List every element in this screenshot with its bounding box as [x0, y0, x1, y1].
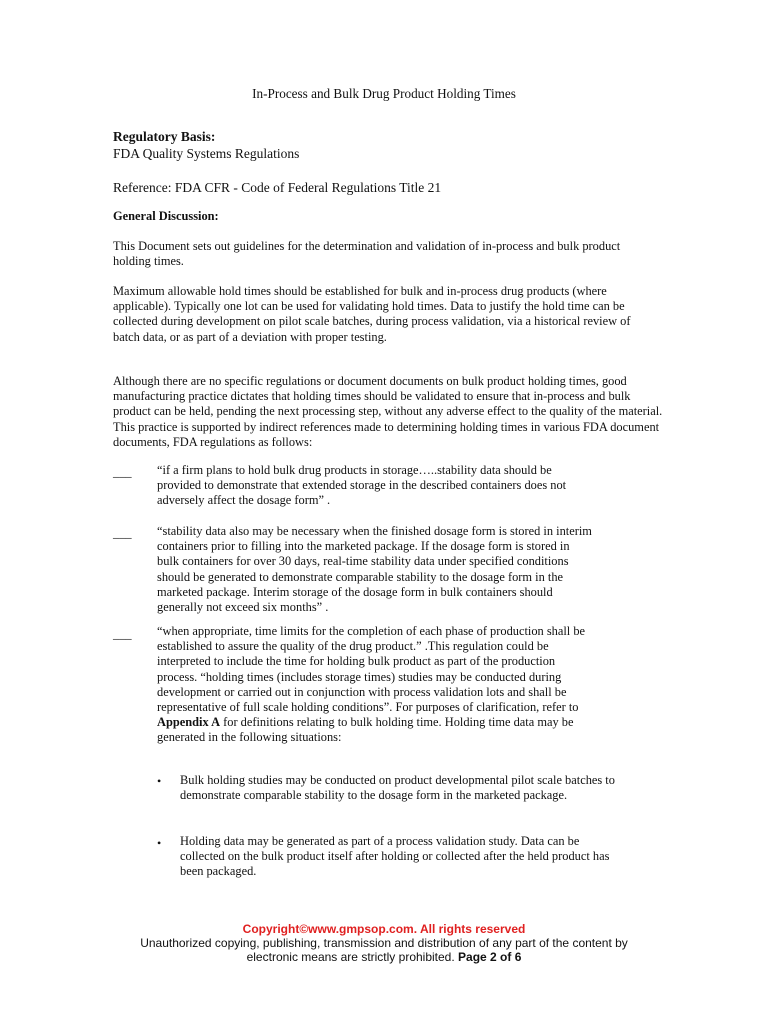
regulatory-basis-text: FDA Quality Systems Regulations: [113, 146, 300, 161]
quote-item-1: “if a firm plans to hold bulk drug products in storage…..stability data should be provided to demonstrate that extended storage in the described containers does not adversely affect the dosage form” .: [157, 463, 567, 508]
item-marker: ___: [113, 526, 132, 540]
quote-item-3: [157, 624, 597, 746]
regulatory-basis-heading: Regulatory Basis:: [113, 129, 216, 144]
quote-item-3-text-a: “when appropriate, time limits for the completion of each phase of production shall be established to assure the quality of the drug product.” .This regulation could be interpreted to include the time for holding bulk product as part of the production process. “holding times (includes storage times) studies may be conducted during development or carried out in conjunction with process validation lots and shall be representative of full scale holding conditions”. For purposes of clarification, refer to: [157, 624, 586, 715]
discussion-paragraph-1: This Document sets out guidelines for the determination and validation of in-process and bulk product holding times.: [113, 239, 621, 269]
general-discussion-heading: General Discussion:: [113, 209, 219, 223]
reference-line: Reference: FDA CFR - Code of Federal Regulations Title 21: [113, 180, 442, 195]
document-title: In-Process and Bulk Drug Product Holding Times: [252, 86, 516, 101]
discussion-paragraph-3: Although there are no specific regulations or document documents on bulk product holding times, good manufacturing practice dictates that holding times should be validated to ensure that in-process and bulk product can be held, pending the next processing step, without any adverse effect to the quality of the material. This practice is supported by indirect references made to determining holding times in various FDA document documents, FDA regulations as follows:: [113, 374, 663, 449]
page-number: Page 2 of 6: [458, 950, 522, 964]
bullet-icon: •: [157, 774, 162, 788]
appendix-reference: Appendix A: [157, 715, 221, 730]
copyright-line: Copyright©www.gmpsop.com. All rights reserved: [242, 922, 526, 936]
quote-item-3-text-b: for definitions relating to bulk holding time. Holding time data may be generated in the following situations:: [157, 715, 574, 745]
bullet-icon: •: [157, 836, 162, 850]
footer-notice-text: Unauthorized copying, publishing, transmission and distribution of any part of the content by electronic means are strictly prohibited.: [140, 936, 628, 964]
quote-item-2: “stability data also may be necessary when the finished dosage form is stored in interim containers prior to filling into the marketed package. If the dosage form is stored in bulk containers for over 30 days, real-time stability data under specified conditions should be generated to demonstrate comparable stability to the dosage form in the marketed package. Interim storage of the dosage form in bulk containers should generally not exceed six months” .: [157, 524, 592, 615]
bullet-item-2: Holding data may be generated as part of a process validation study. Data can be collected on the bulk product itself after holding or collected after the held product has been packaged.: [180, 834, 610, 879]
item-marker: ___: [113, 627, 132, 641]
discussion-paragraph-2: Maximum allowable hold times should be established for bulk and in-process drug products (where applicable). Typically one lot can be used for validating hold times. Data to justify the hold time can be collected during development on pilot scale batches, during process validation, via a historical review of batch data, or as part of a deviation with proper testing.: [113, 284, 631, 344]
bullet-item-1: Bulk holding studies may be conducted on product developmental pilot scale batches to demonstrate comparable stability to the dosage form in the marketed package.: [180, 773, 615, 803]
footer-notice: [0, 936, 768, 964]
item-marker: ___: [113, 465, 132, 479]
